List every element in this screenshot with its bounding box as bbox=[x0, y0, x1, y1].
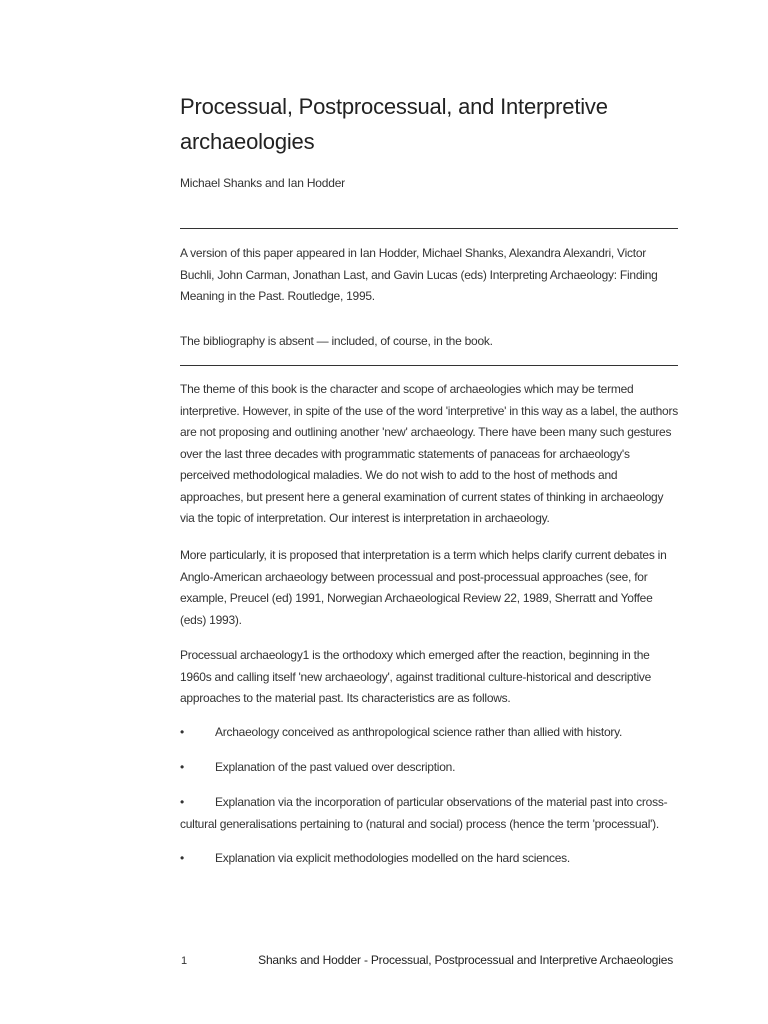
page-number: 1 bbox=[181, 955, 188, 967]
bibliography-note: The bibliography is absent — included, of course, in the book. bbox=[180, 334, 493, 348]
bullet-item bbox=[180, 757, 678, 779]
document-title: Processual, Postprocessual, and Interpretive archaeologies bbox=[180, 94, 608, 154]
running-title: Shanks and Hodder - Processual, Postprocessual and Interpretive Archaeologies bbox=[258, 953, 673, 967]
body-paragraph: Processual archaeology1 is the orthodoxy which emerged after the reaction, beginning in the 1960s and calling itself 'new archaeology', against traditional culture-historical and descriptive approaches to the material past. Its characteristics are as follows. bbox=[180, 648, 652, 705]
author-line: Michael Shanks and Ian Hodder bbox=[180, 176, 345, 190]
bullet-item bbox=[180, 792, 678, 835]
top-divider bbox=[180, 228, 678, 229]
bullet-item bbox=[180, 848, 678, 870]
bullet-icon: • bbox=[180, 760, 184, 774]
bottom-divider bbox=[180, 365, 678, 366]
bullet-text: Explanation of the past valued over description. bbox=[215, 760, 456, 774]
body-paragraph: The theme of this book is the character and scope of archaeologies which may be termed interpretive. However, in spite of the use of the word 'interpretive' in this way as a label, the authors are not proposing and outlining another 'new' archaeology. There have been many such gestures over the last three decades with programmatic statements of panaceas for archaeology's perceived methodological maladies. We do not wish to add to the host of methods and approaches, but present here a general examination of current states of thinking in archaeology via the topic of interpretation. Our interest is interpretation in archaeology. bbox=[180, 382, 678, 525]
bullet-text: Explanation via the incorporation of particular observations of the material past into cross-cultural generalisations pertaining to (natural and social) process (hence the term 'processual'). bbox=[180, 795, 668, 831]
bullet-text: Explanation via explicit methodologies modelled on the hard sciences. bbox=[215, 851, 570, 865]
bullet-text: Archaeology conceived as anthropological science rather than allied with history. bbox=[215, 725, 623, 739]
publication-note: A version of this paper appeared in Ian Hodder, Michael Shanks, Alexandra Alexandri, Victor Buchli, John Carman, Jonathan Last, and Gavin Lucas (eds) Interpreting Archaeology: Finding Meaning in the Past. Routledge, 1995. bbox=[180, 246, 658, 303]
bullet-item bbox=[180, 722, 678, 744]
bullet-icon: • bbox=[180, 725, 184, 739]
bullet-icon: • bbox=[180, 795, 184, 809]
bullet-icon: • bbox=[180, 851, 184, 865]
body-paragraph: More particularly, it is proposed that interpretation is a term which helps clarify current debates in Anglo-American archaeology between processual and post-processual approaches (see, for example, Preucel (ed) 1991, Norwegian Archaeological Review 22, 1989, Sherratt and Yoffee (eds) 1993). bbox=[180, 548, 667, 627]
